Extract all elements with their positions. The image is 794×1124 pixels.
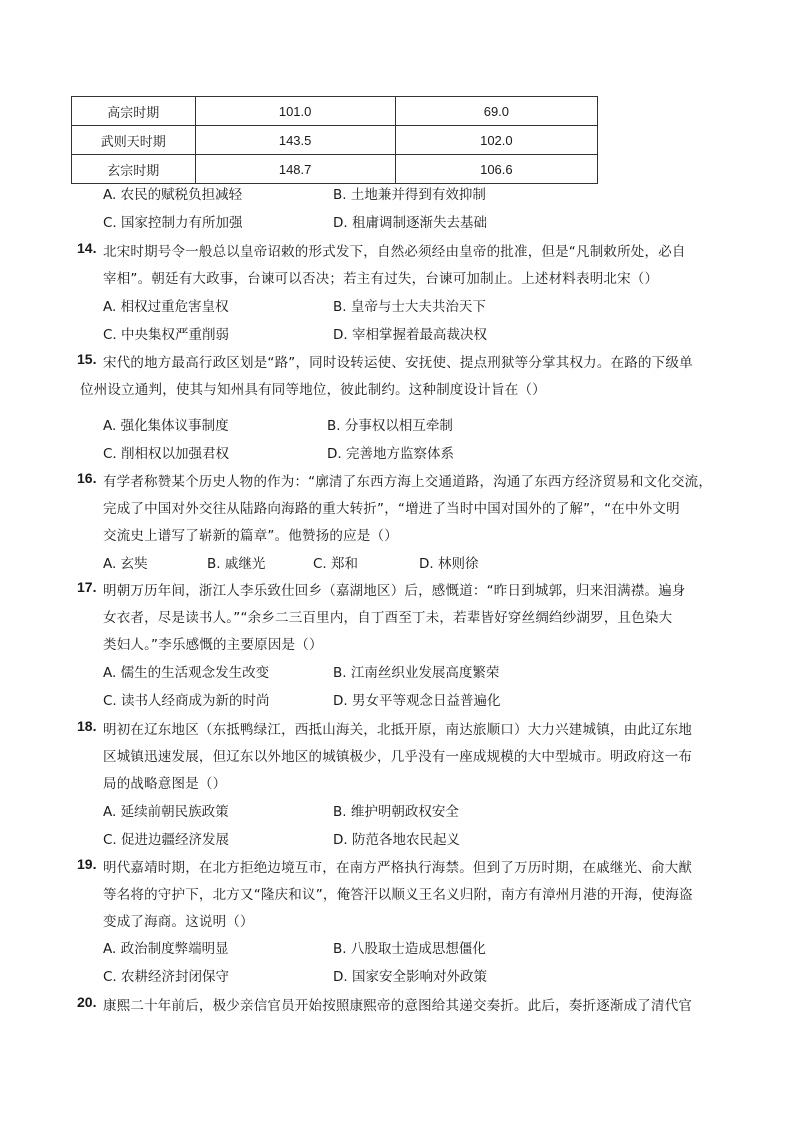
q16-option-d: D. 林则徐 — [419, 556, 479, 572]
table-cell-value: 101.0 — [195, 97, 395, 126]
data-table — [71, 96, 598, 184]
q17-option-b: B. 江南丝织业发展高度繁荣 — [333, 665, 500, 681]
q19-line-2: 等名将的守护下，北方又“隆庆和议”，俺答汗以顺义王名义归附，南方有漳州月港的开海，使海盗 — [103, 887, 693, 903]
q14-option-d: D. 宰相掌握着最高裁决权 — [333, 327, 487, 343]
q16-option-a: A. 玄奘 — [103, 556, 148, 572]
q14-option-c: C. 中央集权严重削弱 — [103, 327, 230, 343]
table-cell-value: 102.0 — [395, 126, 597, 155]
q17-line-2: 女衣者，尽是读书人。”“余乡二三百里内，自丁酉至丁未，若辈皆好穿丝绸绉纱湖罗，且色染大 — [103, 610, 673, 626]
q18-option-c: C. 促进边疆经济发展 — [103, 832, 230, 848]
q15-line-1: 宋代的地方最高行政区划是“路”，同时设转运使、安抚使、提点刑狱等分掌其权力。在路的下级单 — [103, 355, 693, 371]
q17-option-c: C. 读书人经商成为新的时尚 — [103, 693, 270, 709]
table-row — [72, 126, 598, 155]
q15-number: 15. — [77, 351, 97, 367]
q16-line-3: 交流史上谱写了崭新的篇章”。他赞扬的应是（） — [103, 528, 398, 544]
q18-number: 18. — [77, 718, 97, 734]
q19-option-a: A. 政治制度弊端明显 — [103, 941, 229, 957]
q17-option-d: D. 男女平等观念日益普遍化 — [333, 693, 501, 709]
q16-option-b: B. 戚继光 — [207, 556, 266, 572]
q15-line-2: 位州设立通判，使其与知州具有同等地位，彼此制约。这种制度设计旨在（） — [80, 382, 546, 398]
q18-option-d: D. 防范各地农民起义 — [333, 832, 460, 848]
q13-option-c: C. 国家控制力有所加强 — [103, 215, 243, 231]
q17-option-a: A. 儒生的生活观念发生改变 — [103, 665, 270, 681]
q15-option-c: C. 削相权以加强君权 — [103, 446, 230, 462]
q18-option-a: A. 延续前朝民族政策 — [103, 804, 229, 820]
table-row — [72, 97, 598, 126]
q13-option-d: D. 租庸调制逐渐失去基础 — [333, 215, 487, 231]
q18-line-1: 明初在辽东地区（东抵鸭绿江，西抵山海关，北抵开原，南达旅顺口）大力兴建城镇，由此辽东地 — [103, 722, 693, 738]
q18-option-b: B. 维护明朝政权安全 — [333, 804, 459, 820]
table-row — [72, 155, 598, 184]
q20-line-1: 康熙二十年前后，极少亲信官员开始按照康熙帝的意图给其递交奏折。此后，奏折逐渐成了清代官 — [103, 998, 693, 1014]
q19-line-1: 明代嘉靖时期，在北方拒绝边境互市，在南方严格执行海禁。但到了万历时期，在戚继光、俞大猷 — [103, 860, 693, 876]
q16-number: 16. — [77, 470, 97, 486]
q15-option-a: A. 强化集体议事制度 — [103, 418, 229, 434]
table-cell-value: 106.6 — [395, 155, 597, 184]
q14-number: 14. — [77, 240, 97, 256]
q14-line-2: 宰相”。朝廷有大政事，台谏可以否决；若主有过失，台谏可加制止。上述材料表明北宋（） — [103, 271, 659, 287]
q18-line-3: 局的战略意图是（） — [103, 776, 227, 792]
q15-option-d: D. 完善地方监察体系 — [327, 446, 454, 462]
table-cell-value: 69.0 — [395, 97, 597, 126]
q17-line-3: 类妇人。”李乐感慨的主要原因是（） — [103, 637, 323, 653]
q14-line-1: 北宋时期号令一般总以皇帝诏敕的形式发下，自然必须经由皇帝的批准，但是“凡制敕所处，必自 — [103, 244, 686, 260]
q16-line-2: 完成了中国对外交往从陆路向海路的重大转折”，“增进了当时中国对国外的了解”，“在中外文明 — [103, 501, 680, 517]
q16-line-1: 有学者称赞某个历史人物的作为：“廓清了东西方海上交通道路，沟通了东西方经济贸易和文化交流， — [103, 474, 713, 490]
q19-option-d: D. 国家安全影响对外政策 — [333, 969, 487, 985]
q20-number: 20. — [77, 994, 97, 1010]
q17-number: 17. — [77, 579, 97, 595]
q18-line-2: 区城镇迅速发展，但辽东以外地区的城镇极少，几乎没有一座成规模的大中型城市。明政府这一布 — [103, 749, 693, 765]
table-cell-period: 高宗时期 — [72, 97, 196, 126]
q15-option-b: B. 分事权以相互牵制 — [327, 418, 453, 434]
q19-option-c: C. 农耕经济封闭保守 — [103, 969, 230, 985]
q13-option-a: A. 农民的赋税负担减轻 — [103, 187, 243, 203]
q14-option-a: A. 相权过重危害皇权 — [103, 299, 229, 315]
q14-option-b: B. 皇帝与士大夫共治天下 — [333, 299, 486, 315]
table-cell-period: 玄宗时期 — [72, 155, 196, 184]
table-cell-value: 143.5 — [195, 126, 395, 155]
q16-option-c: C. 郑和 — [313, 556, 359, 572]
table-cell-value: 148.7 — [195, 155, 395, 184]
table-cell-period: 武则天时期 — [72, 126, 196, 155]
q19-line-3: 变成了海商。这说明（） — [103, 914, 254, 930]
q19-number: 19. — [77, 856, 97, 872]
q19-option-b: B. 八股取士造成思想僵化 — [333, 941, 486, 957]
q17-line-1: 明朝万历年间，浙江人李乐致仕回乡（嘉湖地区）后，感慨道：“昨日到城郭，归来泪满襟。遍身 — [103, 583, 686, 599]
q13-option-b: B. 土地兼并得到有效抑制 — [333, 187, 486, 203]
